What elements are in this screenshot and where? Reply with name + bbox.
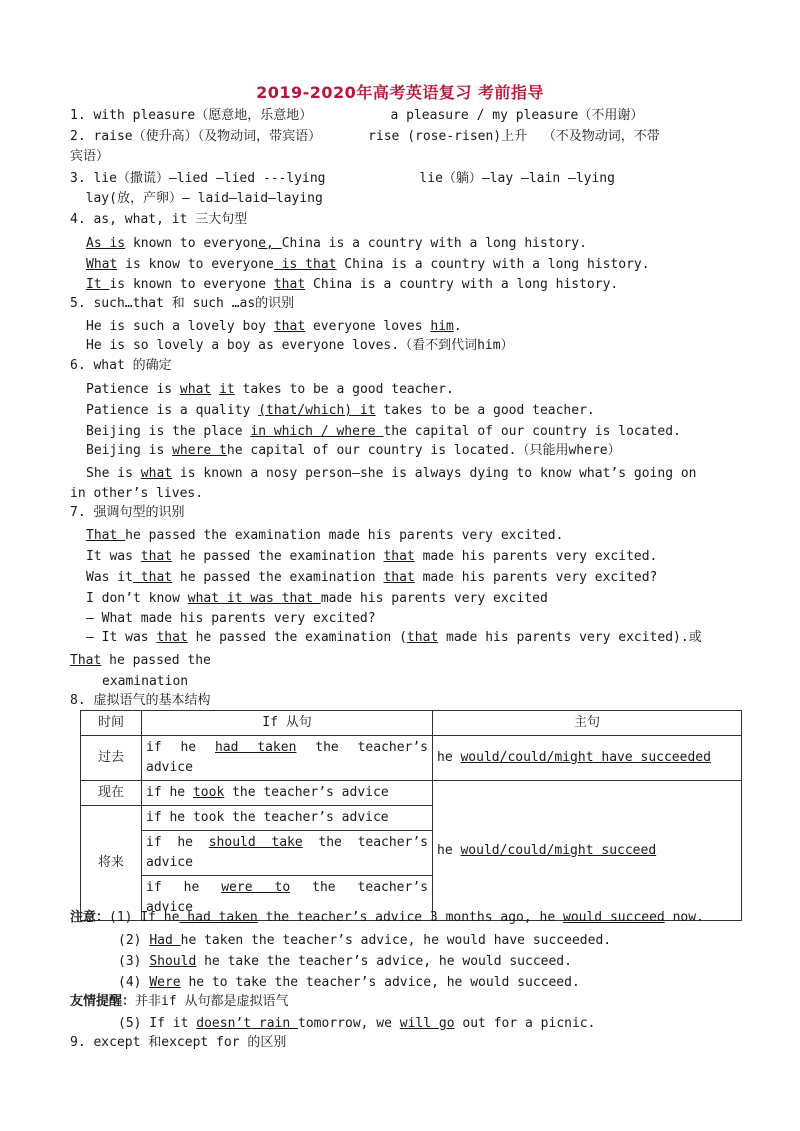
note-5 (118, 1016, 595, 1032)
future-option-a: if he took the teacher’s advice (142, 806, 432, 831)
underlined-text: What (86, 257, 118, 272)
text: Patience is a quality (86, 403, 259, 418)
underlined-text: where t (172, 443, 227, 458)
cell-line: advice (146, 900, 193, 915)
example-7c (86, 570, 657, 586)
underlined-text: Had (149, 933, 181, 948)
text: made his parents very excited).或 (438, 630, 702, 645)
example-7a (86, 528, 563, 544)
example-4c (86, 277, 618, 293)
cell-line (146, 738, 428, 758)
text: he passed the (101, 653, 211, 668)
text: he (437, 842, 461, 858)
text: the capital of our country is located. (383, 424, 681, 439)
text: takes to be a good teacher. (375, 403, 595, 418)
underlined-text: that (383, 570, 415, 585)
text: She is (86, 466, 141, 481)
table-row-past (81, 736, 742, 781)
example-6b (86, 403, 595, 419)
underlined-text: would succeed (563, 910, 665, 925)
text: (1) If he (109, 910, 180, 925)
page-title: 2019-2020年高考英语复习 考前指导 (256, 83, 544, 102)
underlined-text: is that (273, 257, 337, 272)
text: he capital of our country is located.（只能用where） (226, 443, 621, 458)
cell-if-past (142, 736, 433, 781)
example-7g (70, 653, 211, 669)
underlined-text: that (140, 549, 173, 564)
cell-line (146, 878, 428, 898)
underlined-text: Were (149, 975, 181, 990)
underlined-text: that (156, 630, 188, 645)
underlined-text: that (406, 630, 439, 645)
future-option-b (142, 831, 432, 876)
line-3a: 3. lie（撒谎）—lied —lied ---lying lie（躺）—lay —lain —lying (70, 171, 615, 186)
subjunctive-table (80, 710, 742, 921)
example-7h: examination (102, 674, 189, 689)
text: takes to be a good teacher. (234, 382, 454, 397)
section-5-heading: 5. such…that 和 such …as的识别 (70, 296, 295, 311)
underlined-text: would/could/might have succeeded (460, 750, 711, 765)
underlined-text: will go (399, 1016, 455, 1031)
text: (3) (118, 954, 150, 969)
cell-if-present (142, 781, 433, 806)
underlined-text: that (132, 570, 173, 585)
example-7f (86, 630, 702, 646)
underlined-text: That (86, 528, 126, 543)
example-6d (86, 443, 621, 459)
line-2a: 2. raise（使升高）（及物动词，带宾语） rise (rose-risen)上升 （不及物动词，不带 (70, 129, 660, 144)
underlined-text: him (430, 319, 454, 334)
table-header-row (81, 711, 742, 736)
text: Beijing is the place (86, 424, 251, 439)
header-if-clause: If 从句 (142, 711, 433, 736)
text: (4) (118, 975, 150, 990)
cell-time-present: 现在 (81, 781, 142, 806)
text: is known to everyone (109, 277, 274, 292)
underlined-text: what (140, 466, 173, 481)
text: he take the teacher’s advice, he would succeed. (196, 954, 572, 969)
cell-time-future: 将来 (81, 806, 142, 921)
text: he passed the examination (172, 549, 384, 564)
text: now. (664, 910, 704, 925)
underlined-text: That (70, 653, 102, 668)
text: he passed the examination ( (187, 630, 407, 645)
underlined-text: had taken (214, 740, 297, 755)
text: China is a country with a long history. (281, 236, 587, 251)
example-4a (86, 236, 587, 252)
text: China is a country with a long history. (336, 257, 650, 272)
text: China is a country with a long history. (305, 277, 619, 292)
underlined-text: should take (208, 835, 303, 850)
line-2b: 宾语） (70, 149, 110, 164)
text: Patience is (86, 382, 180, 397)
example-5b: He is so lovely a boy as everyone loves.（看不到代词him） (86, 338, 514, 353)
example-4b (86, 257, 650, 273)
text: 并非if 从句都是虚拟语气 (135, 994, 289, 1009)
underlined-text: doesn’t rain (196, 1016, 299, 1031)
underlined-text: (that/which) it (258, 403, 376, 418)
text: (2) (118, 933, 150, 948)
underlined-text: what (179, 382, 212, 397)
text: the teacher’s advice (224, 785, 389, 800)
text: the teacher’s (290, 880, 428, 895)
text: he to take the teacher’s advice, he would succeed. (180, 975, 580, 990)
text: out for a picnic. (454, 1016, 596, 1031)
underlined-text: that (273, 277, 306, 292)
tip-line (70, 994, 289, 1010)
underlined-text: it (219, 382, 235, 397)
note-4 (118, 975, 580, 991)
text: if he (146, 740, 215, 755)
text: — It was (86, 630, 157, 645)
text: if he (146, 880, 222, 895)
text: . (453, 319, 462, 334)
text: He is such a lovely boy (86, 319, 274, 334)
cell-line: advice (146, 855, 193, 870)
cell-line: advice (146, 760, 193, 775)
example-7b (86, 549, 657, 565)
cell-line (146, 833, 428, 853)
text: he passed the examination made his parents very excited. (125, 528, 564, 543)
example-7e: — What made his parents very excited? (86, 611, 376, 626)
underlined-text: in which / where (250, 424, 384, 439)
example-6e (86, 466, 697, 482)
section-4-heading: 4. as, what, it 三大句型 (70, 212, 248, 227)
text: if he (146, 785, 193, 800)
tip-label: 友情提醒： (70, 994, 136, 1009)
cell-time-past: 过去 (81, 736, 142, 781)
text: It was (86, 549, 141, 564)
cell-if-future (142, 806, 433, 921)
line-1: 1. with pleasure（愿意地，乐意地） a pleasure / my pleasure（不用谢） (70, 108, 644, 123)
section-6-heading: 6. what 的确定 (70, 358, 172, 373)
text: the teacher’s advice 3 months ago, he (257, 910, 563, 925)
text: Was it (86, 570, 133, 585)
table-row-present (81, 781, 742, 806)
note-1 (70, 910, 704, 926)
underlined-text: took (192, 785, 225, 800)
section-7-heading: 7. 强调句型的识别 (70, 505, 185, 520)
example-5a (86, 319, 462, 335)
text: I don’t know (86, 591, 188, 606)
text: tomorrow, we (298, 1016, 400, 1031)
example-6f: in other’s lives. (70, 486, 204, 501)
note-3 (118, 954, 572, 970)
example-6a (86, 382, 454, 398)
note-label: 注意： (70, 910, 110, 925)
underlined-text: Should (149, 954, 197, 969)
text: is know to everyone (117, 257, 274, 272)
underlined-text: were to (221, 880, 291, 895)
text: he (437, 750, 461, 765)
text: made his parents very excited. (414, 549, 658, 564)
text: he passed the examination (172, 570, 384, 585)
underlined-text: that (383, 549, 415, 564)
section-9-heading: 9. except 和except for 的区别 (70, 1035, 287, 1050)
cell-main-past (433, 736, 742, 781)
text: the teacher’s (296, 740, 428, 755)
text: if he (146, 835, 209, 850)
text: made his parents very excited (320, 591, 548, 606)
text: everyone loves (305, 319, 431, 334)
underlined-text: As is (86, 236, 126, 251)
header-main-clause: 主句 (433, 711, 742, 736)
example-7d (86, 591, 548, 607)
header-time: 时间 (81, 711, 142, 736)
text: he taken the teacher’s advice, he would have succeeded. (180, 933, 612, 948)
text: made his parents very excited? (414, 570, 658, 585)
cell-main-present-future (433, 781, 742, 921)
underlined-text: would/could/might succeed (460, 842, 657, 858)
text: the teacher’s (302, 835, 429, 850)
text: Beijing is (86, 443, 173, 458)
underlined-text: had taken (179, 910, 258, 925)
section-8-heading: 8. 虚拟语气的基本结构 (70, 693, 211, 708)
text: known to everyon (125, 236, 259, 251)
text: (5) If it (118, 1016, 197, 1031)
note-2 (118, 933, 611, 949)
underlined-text: e, (258, 236, 282, 251)
line-3b: lay(放，产卵）— laid—laid—laying (70, 191, 323, 206)
text: is known a nosy person—she is always dying to know what’s going on (172, 466, 697, 481)
underlined-text: It (86, 277, 110, 292)
underlined-text: what it was that (187, 591, 321, 606)
underlined-text: that (273, 319, 306, 334)
example-6c (86, 424, 681, 440)
text (211, 382, 219, 397)
